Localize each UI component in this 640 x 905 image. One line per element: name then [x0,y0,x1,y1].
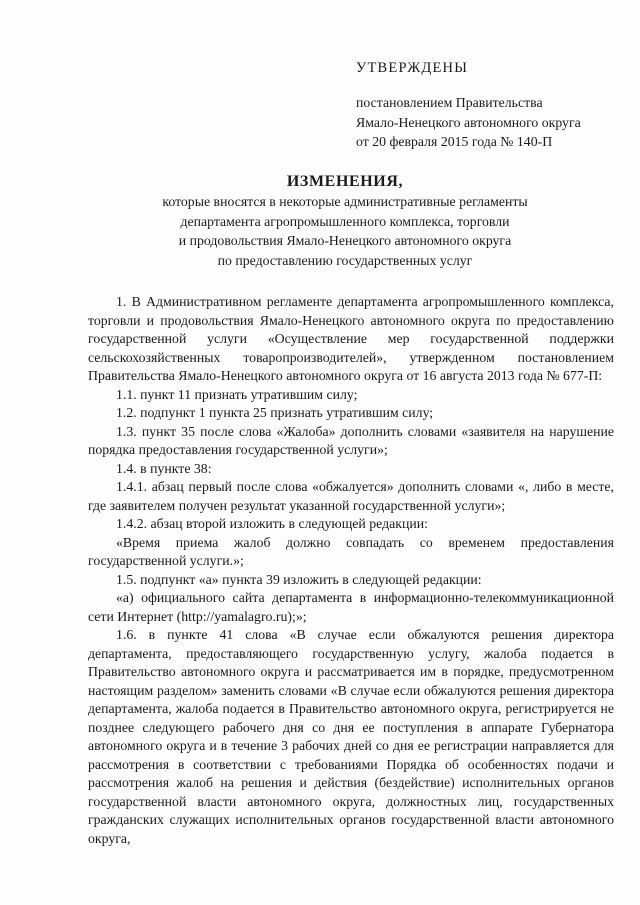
paragraph: «Время приема жалоб должно совпадать со временем предоставления государственной услуги.»; [88,534,614,568]
paragraph: 1.4. в пункте 38: [116,460,212,476]
paragraph: 1.6. в пункте 41 слова «В случае если обжалуются решения директора департамента, предоставляющего государственную услугу, жалоба подается в Правительство автономного округа и рассматривается им в порядке, предусмотренном настоящим разделом» заменить словами «В случае если обжалуются решения директора департамента, жалоба подается в Правительство автономного округа, регистрируется не позднее следующего рабочего дня со дня ее поступления в аппарате Губернатора автономного округа и в течение 3 рабочих дней со дня ее регистрации направляется для рассмотрения в соответствии с требованиями Порядка об особенностях подачи и рассмотрения жалоб на решения и действия (бездействие) исполнительных органов государственной власти автономного округа, должностных лиц, государственных гражданских служащих исполнительных органов государственной власти автономного округа, [88,627,614,846]
paragraph: 1.4.2. абзац второй изложить в следующей редакции: [116,516,428,531]
document-title-block [110,172,580,270]
approval-stamp [356,58,616,152]
paragraph: 1.5. подпункт «а» пункта 39 изложить в следующей редакции: [116,571,482,587]
document-subtitle-line: и продовольствия Ямало-Ненецкого автономного округа [178,233,512,248]
document-subtitle-line: которые вносятся в некоторые административные регламенты [162,194,528,209]
approval-line: постановлением Правительства [356,95,543,110]
paragraph: 1.4.1. абзац первый после слова «обжалуется» дополнить словами «, либо в месте, где заявителем получен результат указанной государственной услуги»; [88,479,614,513]
paragraph: 1.2. подпункт 1 пункта 25 признать утратившим силу; [116,405,434,420]
document-subtitle-line: по предоставлению государственных услуг [217,252,473,268]
approval-line: Ямало-Ненецкого автономного округа [356,114,581,130]
document-subtitle-line: департамента агропромышленного комплекса, торговли [180,213,510,229]
document-body [88,293,614,848]
paragraph: 1. В Административном регламенте департамента агропромышленного комплекса, торговли и продовольствия Ямало-Ненецкого автономного округа по предоставлению государственной услуги «Осуществление мер государственной поддержки сельскохозяйственных товаропроизводителей», утвержденном постановлением Правительства Ямало-Ненецкого автономного округа от 16 августа 2013 года № 677-П: [88,294,614,383]
document-title: ИЗМЕНЕНИЯ, [286,173,404,190]
paragraph: 1.3. пункт 35 после слова «Жалоба» дополнить словами «заявителя на нарушение порядка предоставления государственной услуги»; [88,423,614,457]
approval-heading: УТВЕРЖДЕНЫ [356,60,469,76]
paragraph: 1.1. пункт 11 признать утратившим силу; [116,386,358,402]
paragraph: «а) официального сайта департамента в информационно-телекоммуникационной сети Интернет (http://yamalagro.ru);»; [88,590,614,624]
approval-line: от 20 февраля 2015 года № 140-П [356,134,553,149]
